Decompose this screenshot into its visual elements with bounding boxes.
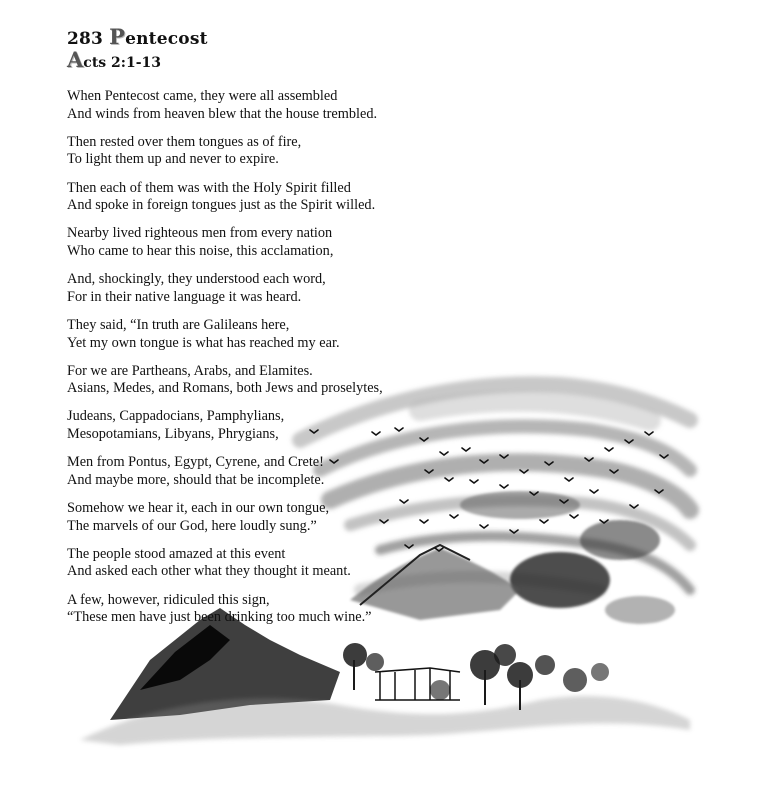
poem-line: Mesopotamians, Libyans, Phrygians, — [67, 426, 279, 443]
title-drop-initial: P — [109, 24, 126, 49]
poem-line: And asked each other what they thought it meant. — [67, 563, 351, 580]
stanza — [67, 271, 383, 306]
stanza — [67, 88, 383, 123]
poem-line: And spoke in foreign tongues just as the Spirit willed. — [67, 197, 376, 214]
poem-line: And maybe more, should that be incomplete. — [67, 471, 325, 488]
hymn-number: 283 — [67, 29, 104, 49]
stanza — [67, 225, 383, 260]
reference-drop-initial: A — [67, 47, 84, 72]
reference-text: cts 2:1-13 — [83, 55, 161, 71]
poem-line: Judeans, Cappadocians, Pamphylians, — [67, 408, 285, 425]
stanza — [67, 180, 383, 215]
poem-line: They said, “In truth are Galileans here, — [67, 316, 290, 333]
poem-line: The people stood amazed at this event — [67, 545, 286, 562]
stanza — [67, 408, 383, 443]
poem-line: A few, however, ridiculed this sign, — [67, 591, 270, 608]
poem-line: And winds from heaven blew that the house trembled. — [67, 105, 378, 122]
poem-line: “These men have just been drinking too much wine.” — [67, 609, 372, 626]
stanza — [67, 134, 383, 169]
poem-line: For we are Partheans, Arabs, and Elamites. — [67, 362, 313, 379]
stanza — [67, 317, 383, 352]
poem-line: The marvels of our God, here loudly sung.” — [67, 517, 317, 534]
poem-line: Somehow we hear it, each in our own tongue, — [67, 500, 330, 517]
poem-line: Yet my own tongue is what has reached my ear. — [67, 334, 340, 351]
poem-line: Men from Pontus, Egypt, Cyrene, and Crete! — [67, 454, 324, 471]
stanza — [67, 454, 383, 489]
poem-line: Then rested over them tongues as of fire, — [67, 133, 302, 150]
poem-line: And, shockingly, they understood each word, — [67, 271, 326, 288]
poem-line: To light them up and never to expire. — [67, 151, 279, 168]
stanza — [67, 363, 383, 398]
poem-line: For in their native language it was heard. — [67, 288, 302, 305]
stanza — [67, 500, 383, 535]
poem-line: When Pentecost came, they were all assembled — [67, 88, 338, 104]
stanza — [67, 546, 383, 581]
poem-line: Then each of them was with the Holy Spirit filled — [67, 179, 351, 196]
poem-line: Who came to hear this noise, this acclamation, — [67, 242, 334, 259]
poem-line: Nearby lived righteous men from every nation — [67, 225, 333, 242]
poem-body — [67, 88, 383, 637]
title-text: entecost — [125, 29, 208, 49]
poem-line: Asians, Medes, and Romans, both Jews and proselytes, — [67, 380, 383, 397]
stanza — [67, 592, 383, 627]
